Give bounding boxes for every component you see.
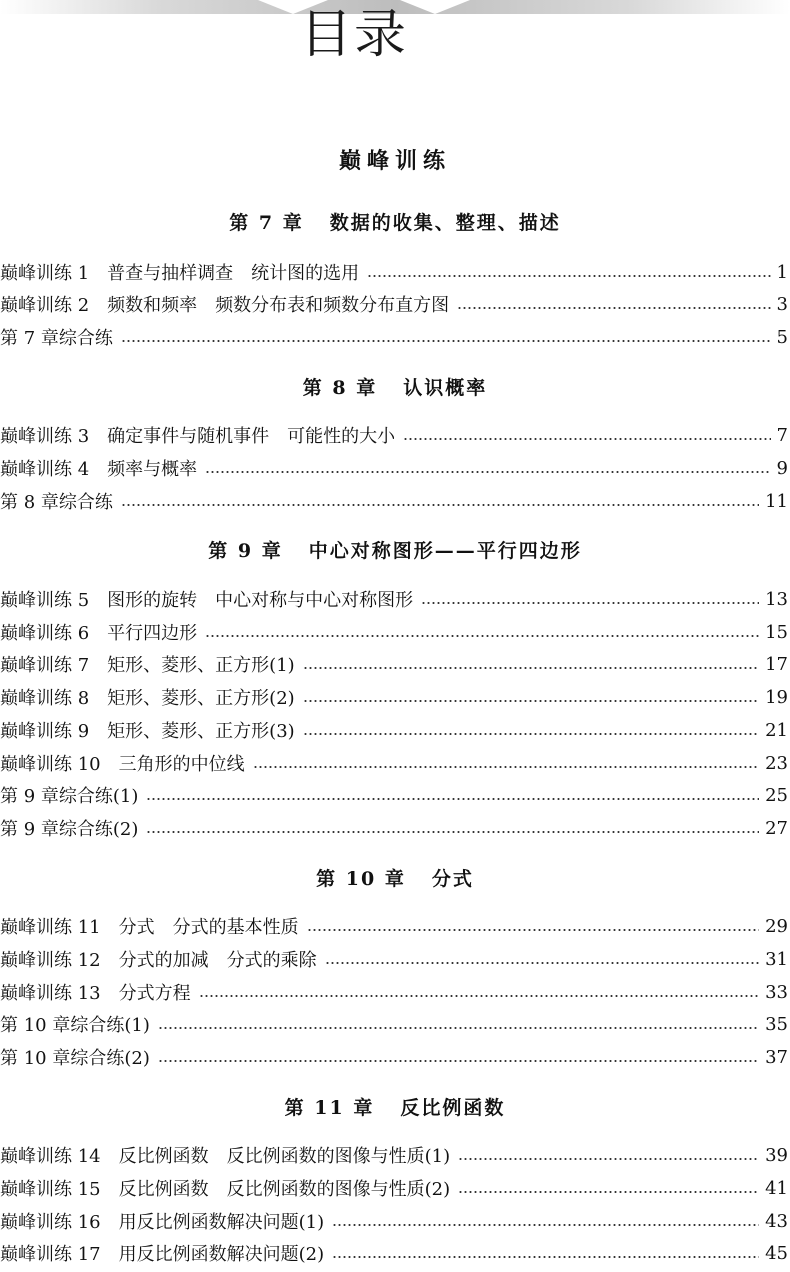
leader-dots (421, 602, 759, 604)
toc-entry-page: 23 (765, 752, 788, 774)
toc-entry-label: 巅峰训练 11 分式 分式的基本性质 (0, 917, 299, 938)
leader-dots (121, 340, 771, 342)
leader-dots (253, 766, 759, 768)
leader-dots (458, 1158, 759, 1160)
toc-entry-label: 巅峰训练 13 分式方程 (0, 983, 191, 1004)
leader-dots (307, 929, 759, 931)
chapter-number: 第 10 章 (316, 868, 406, 890)
chapter-heading (0, 208, 790, 235)
chapter-heading (0, 536, 790, 563)
toc-entry-page: 35 (765, 1013, 788, 1035)
toc-entry-page: 11 (765, 490, 788, 512)
toc-entry-page: 25 (765, 784, 788, 806)
leader-dots (205, 471, 770, 473)
toc-entry-label: 第 10 章综合练(1) (0, 1015, 150, 1036)
leader-dots (158, 1027, 759, 1029)
toc-entry[interactable] (0, 258, 790, 286)
leader-dots (146, 831, 759, 833)
toc-entry[interactable] (0, 683, 790, 711)
leader-dots (303, 700, 759, 702)
leader-dots (332, 1256, 759, 1258)
chapter-heading (0, 373, 790, 400)
toc-entry-label: 第 10 章综合练(2) (0, 1048, 150, 1069)
chapter-number: 第 8 章 (302, 377, 378, 399)
toc-entry-label: 巅峰训练 16 用反比例函数解决问题(1) (0, 1212, 325, 1233)
toc-entry[interactable] (0, 945, 790, 973)
toc-entry[interactable] (0, 487, 790, 515)
toc-entry-label: 巅峰训练 4 频率与概率 (0, 459, 198, 480)
chapter-name: 认识概率 (403, 377, 488, 399)
toc-entry-page: 7 (776, 424, 788, 446)
toc-entry-label: 第 9 章综合练(2) (0, 819, 139, 840)
toc-entry-label: 巅峰训练 8 矩形、菱形、正方形(2) (0, 688, 295, 709)
chapter-number: 第 11 章 (284, 1097, 375, 1119)
toc-entry-label: 巅峰训练 10 三角形的中位线 (0, 754, 245, 775)
toc-entry[interactable] (0, 585, 790, 613)
chapter-heading (0, 1093, 790, 1120)
leader-dots (325, 962, 759, 964)
toc-entry-page: 39 (765, 1144, 788, 1166)
toc-entry-page: 27 (765, 817, 788, 839)
chapter-heading (0, 864, 790, 891)
toc-entry-page: 19 (765, 686, 788, 708)
toc-entry-page: 41 (765, 1177, 788, 1199)
section-title: 巅峰训练 (338, 148, 451, 174)
chapter-name: 反比例函数 (400, 1097, 506, 1119)
leader-dots (205, 635, 759, 637)
page-title: 目录 (300, 5, 409, 65)
toc-entry-page: 21 (765, 719, 788, 741)
toc-entry-label: 第 7 章综合练 (0, 328, 113, 349)
chapter-name: 数据的收集、整理、描述 (329, 212, 561, 234)
toc-entry[interactable] (0, 1043, 790, 1071)
leader-dots (332, 1224, 759, 1226)
leader-dots (303, 667, 759, 669)
toc-entry[interactable] (0, 978, 790, 1006)
toc-entry-page: 45 (765, 1242, 788, 1264)
toc-entry[interactable] (0, 1239, 790, 1267)
toc-entry-page: 1 (776, 261, 788, 283)
toc-entry-page: 31 (765, 948, 788, 970)
toc-entry-page: 3 (776, 293, 788, 315)
toc-entry-label: 巅峰训练 15 反比例函数 反比例函数的图像与性质(2) (0, 1179, 451, 1200)
header-notch-right (400, 0, 470, 14)
chapter-name: 分式 (431, 868, 474, 890)
toc-entry[interactable] (0, 1174, 790, 1202)
toc-entry[interactable] (0, 781, 790, 809)
toc-entry-page: 13 (765, 588, 788, 610)
toc-entry-page: 33 (765, 981, 788, 1003)
toc-entry-page: 43 (765, 1210, 788, 1232)
toc-entry-page: 15 (765, 621, 788, 643)
toc-entry-label: 巅峰训练 12 分式的加减 分式的乘除 (0, 950, 317, 971)
chapter-name: 中心对称图形——平行四边形 (308, 540, 582, 562)
toc-entry-label: 巅峰训练 5 图形的旋转 中心对称与中心对称图形 (0, 590, 414, 611)
chapter-number: 第 9 章 (208, 540, 283, 562)
toc-entry[interactable] (0, 814, 790, 842)
toc-entry[interactable] (0, 421, 790, 449)
toc-entry-label: 巅峰训练 17 用反比例函数解决问题(2) (0, 1244, 325, 1265)
leader-dots (146, 798, 759, 800)
toc-entry[interactable] (0, 618, 790, 646)
leader-dots (367, 275, 770, 277)
leader-dots (458, 1191, 759, 1193)
toc-entry-page: 37 (765, 1046, 788, 1068)
leader-dots (457, 307, 770, 309)
toc-entry-page: 5 (776, 326, 788, 348)
toc-entry-label: 巅峰训练 6 平行四边形 (0, 623, 198, 644)
toc-entry-label: 巅峰训练 9 矩形、菱形、正方形(3) (0, 721, 295, 742)
toc-entry-page: 29 (765, 915, 788, 937)
toc-entry[interactable] (0, 323, 790, 351)
toc-entry[interactable] (0, 290, 790, 318)
toc-entry-label: 第 9 章综合练(1) (0, 786, 139, 807)
leader-dots (199, 995, 759, 997)
toc-entry-label: 巅峰训练 7 矩形、菱形、正方形(1) (0, 655, 295, 676)
leader-dots (158, 1060, 759, 1062)
toc-entry[interactable] (0, 912, 790, 940)
toc-entry[interactable] (0, 716, 790, 744)
toc-entry[interactable] (0, 454, 790, 482)
toc-entry-label: 巅峰训练 2 频数和频率 频数分布表和频数分布直方图 (0, 295, 450, 316)
toc-entry[interactable] (0, 749, 790, 777)
toc-entry-label: 第 8 章综合练 (0, 492, 113, 513)
leader-dots (121, 504, 759, 506)
leader-dots (303, 733, 759, 735)
leader-dots (403, 438, 770, 440)
toc-entry-label: 巅峰训练 1 普查与抽样调查 统计图的选用 (0, 263, 360, 284)
toc-entry[interactable] (0, 1010, 790, 1038)
toc-entry[interactable] (0, 650, 790, 678)
toc-entry-page: 17 (765, 653, 788, 675)
toc-entry-page: 9 (776, 457, 788, 479)
toc-entry[interactable] (0, 1207, 790, 1235)
toc-entry-label: 巅峰训练 14 反比例函数 反比例函数的图像与性质(1) (0, 1146, 451, 1167)
chapter-number: 第 7 章 (229, 212, 304, 234)
toc-entry[interactable] (0, 1141, 790, 1169)
toc-entry-label: 巅峰训练 3 确定事件与随机事件 可能性的大小 (0, 426, 396, 447)
